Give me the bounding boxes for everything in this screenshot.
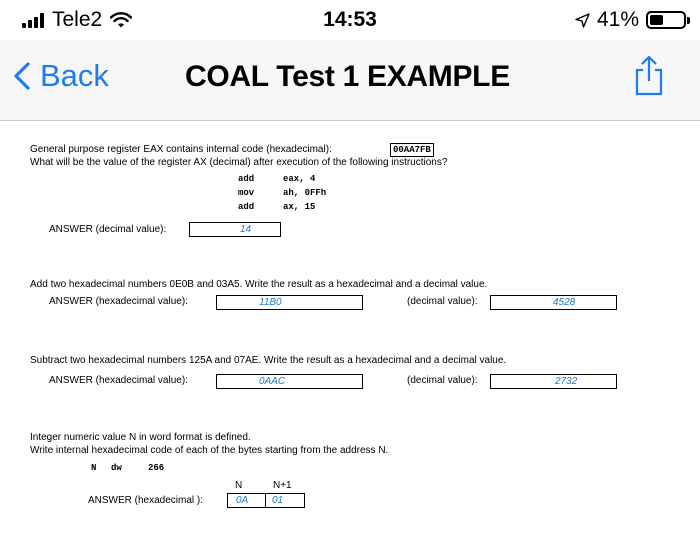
q3-dec-box [490, 374, 617, 389]
q3-hex-answer: 0AAC [259, 376, 286, 387]
q4-answer-n-box [227, 493, 266, 508]
q4-answer-n: 0A [236, 495, 249, 506]
battery-icon [646, 11, 686, 29]
q1-line2: What will be the value of the register AX (decimal) after execution of the following instructions? [30, 157, 448, 168]
q3-text: Subtract two hexadecimal numbers 125A and 07AE. Write the result as a hexadecimal and a decimal value. [30, 355, 507, 366]
q4-answer-label: ANSWER (hexadecimal ): [88, 495, 204, 506]
instruction-op: mov [238, 188, 255, 198]
q1-answer-box [189, 222, 281, 237]
q2-hex-label: ANSWER (hexadecimal value): [49, 296, 188, 307]
q4-line2: Write internal hexadecimal code of each of the bytes starting from the address N. [30, 445, 389, 456]
q4-col-n: N [235, 480, 243, 491]
battery-percent: 41% [596, 8, 639, 31]
q4-decl-type: dw [111, 463, 122, 473]
instruction-args: ax, 15 [283, 202, 316, 212]
q1-answer: 14 [240, 224, 252, 235]
back-button[interactable] [14, 58, 109, 94]
q1-line1: General purpose register EAX contains internal code (hexadecimal): [30, 144, 332, 155]
q2-dec-answer: 4528 [553, 297, 576, 308]
q4-col-n1: N+1 [273, 480, 292, 491]
q2-text: Add two hexadecimal numbers 0E0B and 03A5. Write the result as a hexadecimal and a decimal value. [30, 279, 488, 290]
q2-dec-label: (decimal value): [407, 296, 478, 307]
q2-hex-box [216, 295, 363, 310]
instruction-op: add [238, 174, 255, 184]
carrier-name: Tele2 [52, 8, 103, 31]
location-arrow-icon [575, 13, 590, 28]
q2-dec-box [490, 295, 617, 310]
q3-hex-box [216, 374, 363, 389]
instruction-args: ah, 0FFh [283, 188, 327, 198]
back-label: Back [40, 58, 109, 93]
q4-answer-n1-box [265, 493, 305, 508]
q3-dec-answer: 2732 [555, 376, 578, 387]
q4-answer-n1: 01 [272, 495, 284, 506]
navigation-bar [0, 40, 700, 121]
q4-decl-name: N [91, 463, 97, 473]
clock: 14:53 [323, 8, 377, 31]
q2-hex-answer: 11B0 [259, 297, 282, 308]
q3-dec-label: (decimal value): [407, 375, 478, 386]
battery-group [575, 8, 686, 32]
instruction-args: eax, 4 [283, 174, 316, 184]
share-icon [634, 54, 664, 96]
q1-code: 00AA7FB [390, 143, 434, 157]
status-bar [0, 0, 700, 40]
chevron-left-icon [14, 62, 30, 90]
q1-answer-label: ANSWER (decimal value): [49, 224, 167, 235]
page-title: COAL Test 1 EXAMPLE [185, 60, 510, 93]
share-button[interactable] [634, 54, 664, 101]
q4-line1: Integer numeric value N in word format is defined. [30, 432, 251, 443]
q4-decl-value: 266 [148, 463, 165, 473]
q3-hex-label: ANSWER (hexadecimal value): [49, 375, 188, 386]
document-page [0, 121, 700, 550]
instruction-op: add [238, 202, 255, 212]
